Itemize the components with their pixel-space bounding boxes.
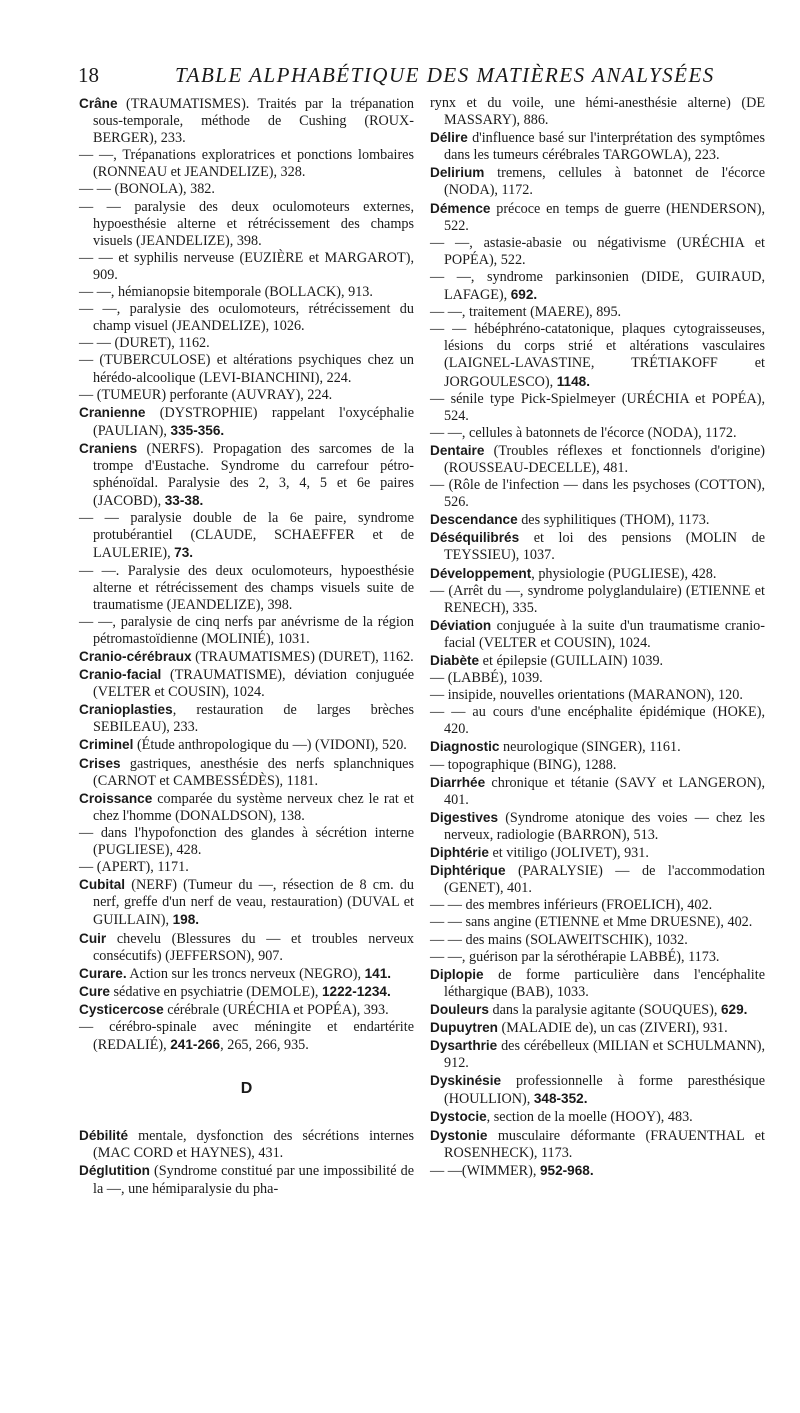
- entry-text: — —. Paralysie des deux oculomoteurs, hypoesthésie alterne et rétrécissement des champs visuels suite de traumatisme (JEANDELIZE), 398.: [79, 562, 414, 613]
- entry-heading: Croissance: [79, 790, 153, 806]
- entry-pages: 692.: [510, 287, 538, 303]
- entry-text: , section de la moelle (HOOY), 483.: [486, 1109, 693, 1126]
- index-subentry: [430, 757, 765, 774]
- index-entry: [430, 844, 765, 862]
- entry-text: des syphilitiques (THOM), 1173.: [517, 512, 710, 529]
- entry-text: (NERF) (Tumeur du —, résection de 8 cm. du nerf, greffe d'un nerf de veau, restauration) (DUVAL et GUILLAIN),: [93, 877, 414, 929]
- entry-heading: Diphtérique: [430, 863, 506, 879]
- entry-text: (Syndrome atonique des voies — chez les nerveux, radiologie (BARRON), 513.: [444, 809, 765, 843]
- entry-text: précoce en temps de guerre (HENDERSON), 522.: [444, 200, 765, 234]
- index-subentry: [79, 352, 414, 386]
- entry-text: sédative en psychiatrie (DEMOLE),: [109, 983, 322, 1000]
- entry-text: , physiologie (PUGLIESE), 428.: [531, 565, 717, 582]
- entry-text: — —, syndrome parkinsonien (DIDE, GUIRAUD, LAFAGE),: [430, 268, 765, 304]
- left-column: [79, 95, 414, 1198]
- entry-text: — — paralysie double de la 6e paire, syndrome protubérantiel (CLAUDE, SCHAEFFER et de LAULERIE),: [79, 510, 414, 562]
- entry-text: chevelu (Blessures du — et troubles nerveux consécutifs) (JEFFERSON), 907.: [93, 930, 414, 964]
- index-subentry: [430, 321, 765, 390]
- entry-text: rynx et du voile, une hémi-anesthésie alterne) (DE MASSARY), 886.: [430, 95, 765, 129]
- index-entry: [430, 529, 765, 564]
- index-entry: [430, 511, 765, 529]
- index-entry: [79, 755, 414, 790]
- index-subentry: [79, 859, 414, 876]
- entry-text: , restauration de larges brèches SEBILEAU), 233.: [93, 702, 414, 736]
- index-entry: [79, 736, 414, 754]
- entry-heading: Cranienne: [79, 404, 146, 420]
- index-entry: [79, 1001, 414, 1019]
- entry-pages: 629.: [721, 1001, 748, 1017]
- entry-text: — —, hémianopsie bitemporale (BOLLACK), 913.: [79, 284, 373, 301]
- entry-text: — —, cellules à batonnets de l'écorce (NODA), 1172.: [430, 424, 737, 441]
- index-subentry: [430, 670, 765, 687]
- entry-heading: Cubital: [79, 877, 126, 893]
- index-subentry: [79, 147, 414, 181]
- index-entry: [430, 1037, 765, 1072]
- index-subentry: [79, 387, 414, 404]
- entry-text: chronique et tétanie (SAVY et LANGERON), 401.: [444, 774, 765, 808]
- entry-text: — —, Trépanations exploratrices et ponctions lombaires (RONNEAU et JEANDELIZE), 328.: [79, 147, 414, 181]
- entry-text: cérébrale (URÉCHIA et POPÉA), 393.: [163, 1001, 389, 1018]
- entry-heading: Délire: [430, 130, 468, 146]
- index-subentry: [430, 932, 765, 949]
- entry-text: — (TUBERCULOSE) et altérations psychiques chez un hérédo-alcoolique (LEVI-BIANCHINI), 224.: [79, 352, 414, 386]
- entry-heading: Déglutition: [79, 1163, 150, 1179]
- entry-text: professionnelle à forme paresthésique (HOULLION),: [444, 1073, 765, 1108]
- entry-pages: 241-266: [170, 1037, 221, 1053]
- entry-heading: Débilité: [79, 1128, 129, 1144]
- entry-text: — (APERT), 1171.: [79, 859, 189, 876]
- entry-heading: Descendance: [430, 512, 518, 528]
- entry-text: — — et syphilis nerveuse (EUZIÈRE et MARGAROT), 909.: [79, 249, 414, 283]
- entry-text: (PARALYSIE) — de l'accommodation (GENET), 401.: [444, 863, 765, 897]
- entry-text: — —, guérison par la sérothérapie LABBÉ), 1173.: [430, 948, 720, 965]
- entry-text: d'influence basé sur l'interprétation des symptômes dans les tumeurs cérébrales TARGOWLA), 223.: [444, 130, 765, 164]
- entry-text: (MALADIE de), un cas (ZIVERI), 931.: [497, 1019, 728, 1036]
- entry-text: des cérébelleux (MILIAN et SCHULMANN), 912.: [444, 1038, 765, 1072]
- entry-text: Action sur les troncs nerveux (NEGRO),: [126, 965, 365, 982]
- index-entry: [79, 95, 414, 147]
- index-entry: [430, 1001, 765, 1019]
- entry-heading: Diplopie: [430, 966, 484, 982]
- entry-text-after: , 265, 266, 935.: [220, 1037, 309, 1054]
- index-subentry: [430, 704, 765, 738]
- entry-text: comparée du système nerveux chez le rat et chez l'homme (DONALDSON), 138.: [93, 790, 414, 824]
- index-entry: [430, 129, 765, 164]
- entry-pages: 335-356.: [170, 422, 225, 438]
- index-entry: [79, 1162, 414, 1197]
- entry-text: (Syndrome constitué par une impossibilité de la —, une hémiparalysie du pha-: [93, 1163, 414, 1197]
- entry-text: — — au cours d'une encéphalite épidémique (HOKE), 420.: [430, 704, 765, 738]
- index-subentry: [430, 95, 765, 129]
- entry-heading: Douleurs: [430, 1001, 489, 1017]
- index-entry: [79, 440, 414, 510]
- index-entry: [79, 648, 414, 666]
- index-entry: [430, 442, 765, 477]
- entry-text: (TRAUMATISMES) (DURET), 1162.: [191, 649, 414, 665]
- entry-text: — — paralysie des deux oculomoteurs externes, hypoesthésie alterne et rétrécissement des champs visuels (JEANDELIZE), 398.: [79, 198, 414, 249]
- index-subentry: [430, 897, 765, 914]
- entry-heading: Diphtérie: [430, 845, 489, 861]
- entry-text: — (LABBÉ), 1039.: [430, 670, 543, 687]
- index-entry: [430, 862, 765, 897]
- section-letter: D: [240, 1080, 253, 1098]
- index-subentry: [430, 949, 765, 966]
- entry-text: — (Arrêt du —, syndrome polyglandulaire) (ETIENNE et RENECH), 335.: [430, 582, 765, 616]
- index-subentry: [79, 301, 414, 335]
- entry-text: de forme particulière dans l'encéphalite léthargique (BAB), 1033.: [444, 966, 765, 1000]
- index-entry: [79, 1127, 414, 1162]
- entry-text: musculaire déformante (FRAUENTHAL et ROSENHECK), 1173.: [444, 1127, 765, 1161]
- entry-text: (Étude anthropologique du —) (VIDONI), 520.: [133, 737, 407, 754]
- index-subentry: [430, 425, 765, 442]
- entry-heading: Déviation: [430, 617, 492, 633]
- entry-text: (Troubles réflexes et fonctionnels d'origine) (ROUSSEAU-DECELLE), 481.: [444, 442, 765, 476]
- index-entry: [79, 965, 414, 983]
- entry-text: — sénile type Pick-Spielmeyer (URÉCHIA et POPÉA), 524.: [430, 390, 765, 424]
- entry-heading: Crises: [79, 755, 121, 771]
- entry-heading: Dentaire: [430, 442, 485, 458]
- entry-heading: Cranio-cérébraux: [79, 649, 192, 664]
- index-entry: [79, 876, 414, 929]
- index-subentry: [79, 510, 414, 562]
- entry-heading: Craniens: [79, 440, 138, 456]
- index-entry: [430, 1127, 765, 1162]
- entry-text: mentale, dysfonction des sécrétions internes (MAC CORD et HAYNES), 431.: [93, 1128, 414, 1162]
- entry-text: (TRAUMATISME), déviation conjuguée (VELTER et COUSIN), 1024.: [93, 667, 414, 701]
- entry-heading: Cure: [79, 983, 110, 999]
- index-entry: [79, 666, 414, 701]
- index-entry: [430, 617, 765, 652]
- index-subentry: [79, 563, 414, 614]
- entry-text: — dans l'hypofonction des glandes à sécrétion interne (PUGLIESE), 428.: [79, 824, 414, 859]
- entry-heading: Dystonie: [430, 1127, 488, 1143]
- entry-heading: Cysticercose: [79, 1001, 164, 1017]
- entry-text: — cérébro-spinale avec méningite et endartérite (REDALIÉ),: [79, 1018, 414, 1054]
- index-subentry: [79, 614, 414, 648]
- entry-text: — (TUMEUR) perforante (AUVRAY), 224.: [79, 386, 333, 403]
- index-entry: [430, 200, 765, 235]
- index-subentry: [430, 583, 765, 617]
- entry-text: — —, traitement (MAERE), 895.: [430, 304, 622, 321]
- entry-heading: Dyskinésie: [430, 1073, 502, 1089]
- entry-pages: 1222-1234.: [321, 983, 391, 999]
- index-entry: [430, 1019, 765, 1037]
- entry-text: — —, astasie-abasie ou négativisme (URÉCHIA et POPÉA), 522.: [430, 234, 765, 268]
- index-entry: [430, 652, 765, 670]
- entry-heading: Diarrhée: [430, 774, 486, 790]
- index-subentry: [430, 304, 765, 321]
- entry-heading: Développement: [430, 565, 532, 581]
- running-head: TABLE ALPHABÉTIQUE DES MATIÈRES ANALYSÉES: [175, 63, 715, 87]
- entry-text: conjuguée à la suite d'un traumatisme cranio-facial (VELTER et COUSIN), 1024.: [444, 617, 765, 651]
- index-entry: [430, 774, 765, 809]
- entry-text: — — (DURET), 1162.: [79, 335, 210, 352]
- entry-heading: Déséquilibrés: [430, 530, 520, 546]
- entry-heading: Dupuytren: [430, 1019, 498, 1035]
- index-entry: [430, 565, 765, 583]
- index-subentry: [79, 181, 414, 198]
- index-entry: [430, 966, 765, 1001]
- entry-text: et loi des pensions (MOLIN de TEYSSIEU), 1037.: [444, 530, 765, 564]
- page-number: 18: [78, 63, 99, 87]
- entry-text: et épilepsie (GUILLAIN) 1039.: [479, 653, 664, 669]
- index-subentry: [79, 250, 414, 284]
- index-subentry: [430, 1162, 765, 1180]
- entry-heading: Cuir: [79, 930, 107, 946]
- entry-heading: Crâne: [79, 96, 118, 111]
- entry-text: — — hébéphréno-catatonique, plaques cytograisseuses, lésions du corps strié et altérations vasculaires (LAIGNEL-LAVASTINE, TRÉTIAKOFF et JORGOULESCO),: [430, 321, 765, 390]
- entry-text: dans la paralysie agitante (SOUQUES),: [488, 1001, 721, 1018]
- index-subentry: [79, 825, 414, 859]
- entry-text: (DYSTROPHIE) rappelant l'oxycéphalie (PAULIAN),: [93, 404, 414, 439]
- index-subentry: [79, 199, 414, 250]
- entry-text: — — des membres inférieurs (FROELICH), 402.: [430, 897, 713, 914]
- index-entry: [430, 164, 765, 199]
- entry-pages: 198.: [172, 912, 200, 928]
- entry-text: (TRAUMATISMES). Traités par la trépanation sous-temporale, méthode de Cushing (ROUX-BERGER), 233.: [93, 96, 414, 147]
- entry-heading: Digestives: [430, 809, 499, 825]
- entry-text: — — (BONOLA), 382.: [79, 181, 215, 198]
- entry-pages: 33-38.: [164, 493, 204, 509]
- entry-text: gastriques, anesthésie des nerfs splanchniques (CARNOT et CAMBESSÉDÈS), 1181.: [93, 755, 414, 789]
- entry-heading: Curare.: [79, 965, 127, 981]
- entry-pages: 141.: [364, 965, 392, 981]
- entry-text: — —, paralysie des oculomoteurs, rétrécissement du champ visuel (JEANDELIZE), 1026.: [79, 301, 414, 335]
- entry-text: — (Rôle de l'infection — dans les psychoses (COTTON), 526.: [430, 477, 765, 511]
- index-subentry: [430, 269, 765, 304]
- index-entry: [430, 738, 765, 756]
- right-column: [430, 95, 765, 1180]
- entry-text: — insipide, nouvelles orientations (MARANON), 120.: [430, 687, 743, 704]
- entry-text: — —(WIMMER),: [430, 1162, 540, 1179]
- index-entry: [79, 930, 414, 965]
- index-entry: [430, 1072, 765, 1108]
- index-entry: [79, 701, 414, 736]
- entry-heading: Démence: [430, 200, 491, 216]
- entry-pages: 952-968.: [539, 1162, 594, 1178]
- index-subentry: [430, 477, 765, 511]
- index-subentry: [430, 391, 765, 425]
- index-entry: [79, 983, 414, 1001]
- entry-heading: Cranio-facial: [79, 667, 162, 683]
- entry-text: — —, paralysie de cinq nerfs par anévrisme de la région pétromastoïdienne (MOLINIÉ), 1031.: [79, 613, 414, 647]
- entry-heading: Delirium: [430, 165, 485, 181]
- entry-text: neurologique (SINGER), 1161.: [499, 739, 681, 756]
- index-entry: [430, 809, 765, 844]
- entry-pages: 73.: [174, 545, 194, 561]
- index-subentry: [79, 335, 414, 352]
- index-subentry: [79, 1019, 414, 1054]
- index-entry: [79, 790, 414, 825]
- entry-heading: Dysarthrie: [430, 1038, 498, 1054]
- entry-heading: Cranioplasties: [79, 702, 173, 718]
- entry-heading: Diabète: [430, 653, 480, 668]
- entry-text: tremens, cellules à batonnet de l'écorce (NODA), 1172.: [444, 165, 765, 199]
- entry-heading: Dystocie: [430, 1109, 487, 1125]
- index-subentry: [79, 284, 414, 301]
- entry-pages: 348-352.: [533, 1091, 588, 1107]
- index-subentry: [430, 914, 765, 931]
- entry-text: — — des mains (SOLAWEITSCHIK), 1032.: [430, 931, 688, 948]
- entry-heading: Diagnostic: [430, 739, 500, 755]
- entry-text: et vitiligo (JOLIVET), 931.: [488, 845, 649, 862]
- entry-text: (NERFS). Propagation des sarcomes de la trompe d'Eustache. Syndrome du carrefour pétro-sphénoïdal. Paralysie des 2, 3, 4, 5 et 6e paires (JACOBD),: [93, 440, 414, 510]
- entry-pages: 1148.: [556, 373, 590, 389]
- index-subentry: [430, 235, 765, 269]
- entry-text: — topographique (BING), 1288.: [430, 756, 617, 773]
- index-subentry: [430, 687, 765, 704]
- entry-heading: Criminel: [79, 737, 134, 753]
- index-entry: [430, 1108, 765, 1126]
- index-entry: [79, 404, 414, 440]
- entry-text: — — sans angine (ETIENNE et Mme DRUESNE), 402.: [430, 914, 753, 931]
